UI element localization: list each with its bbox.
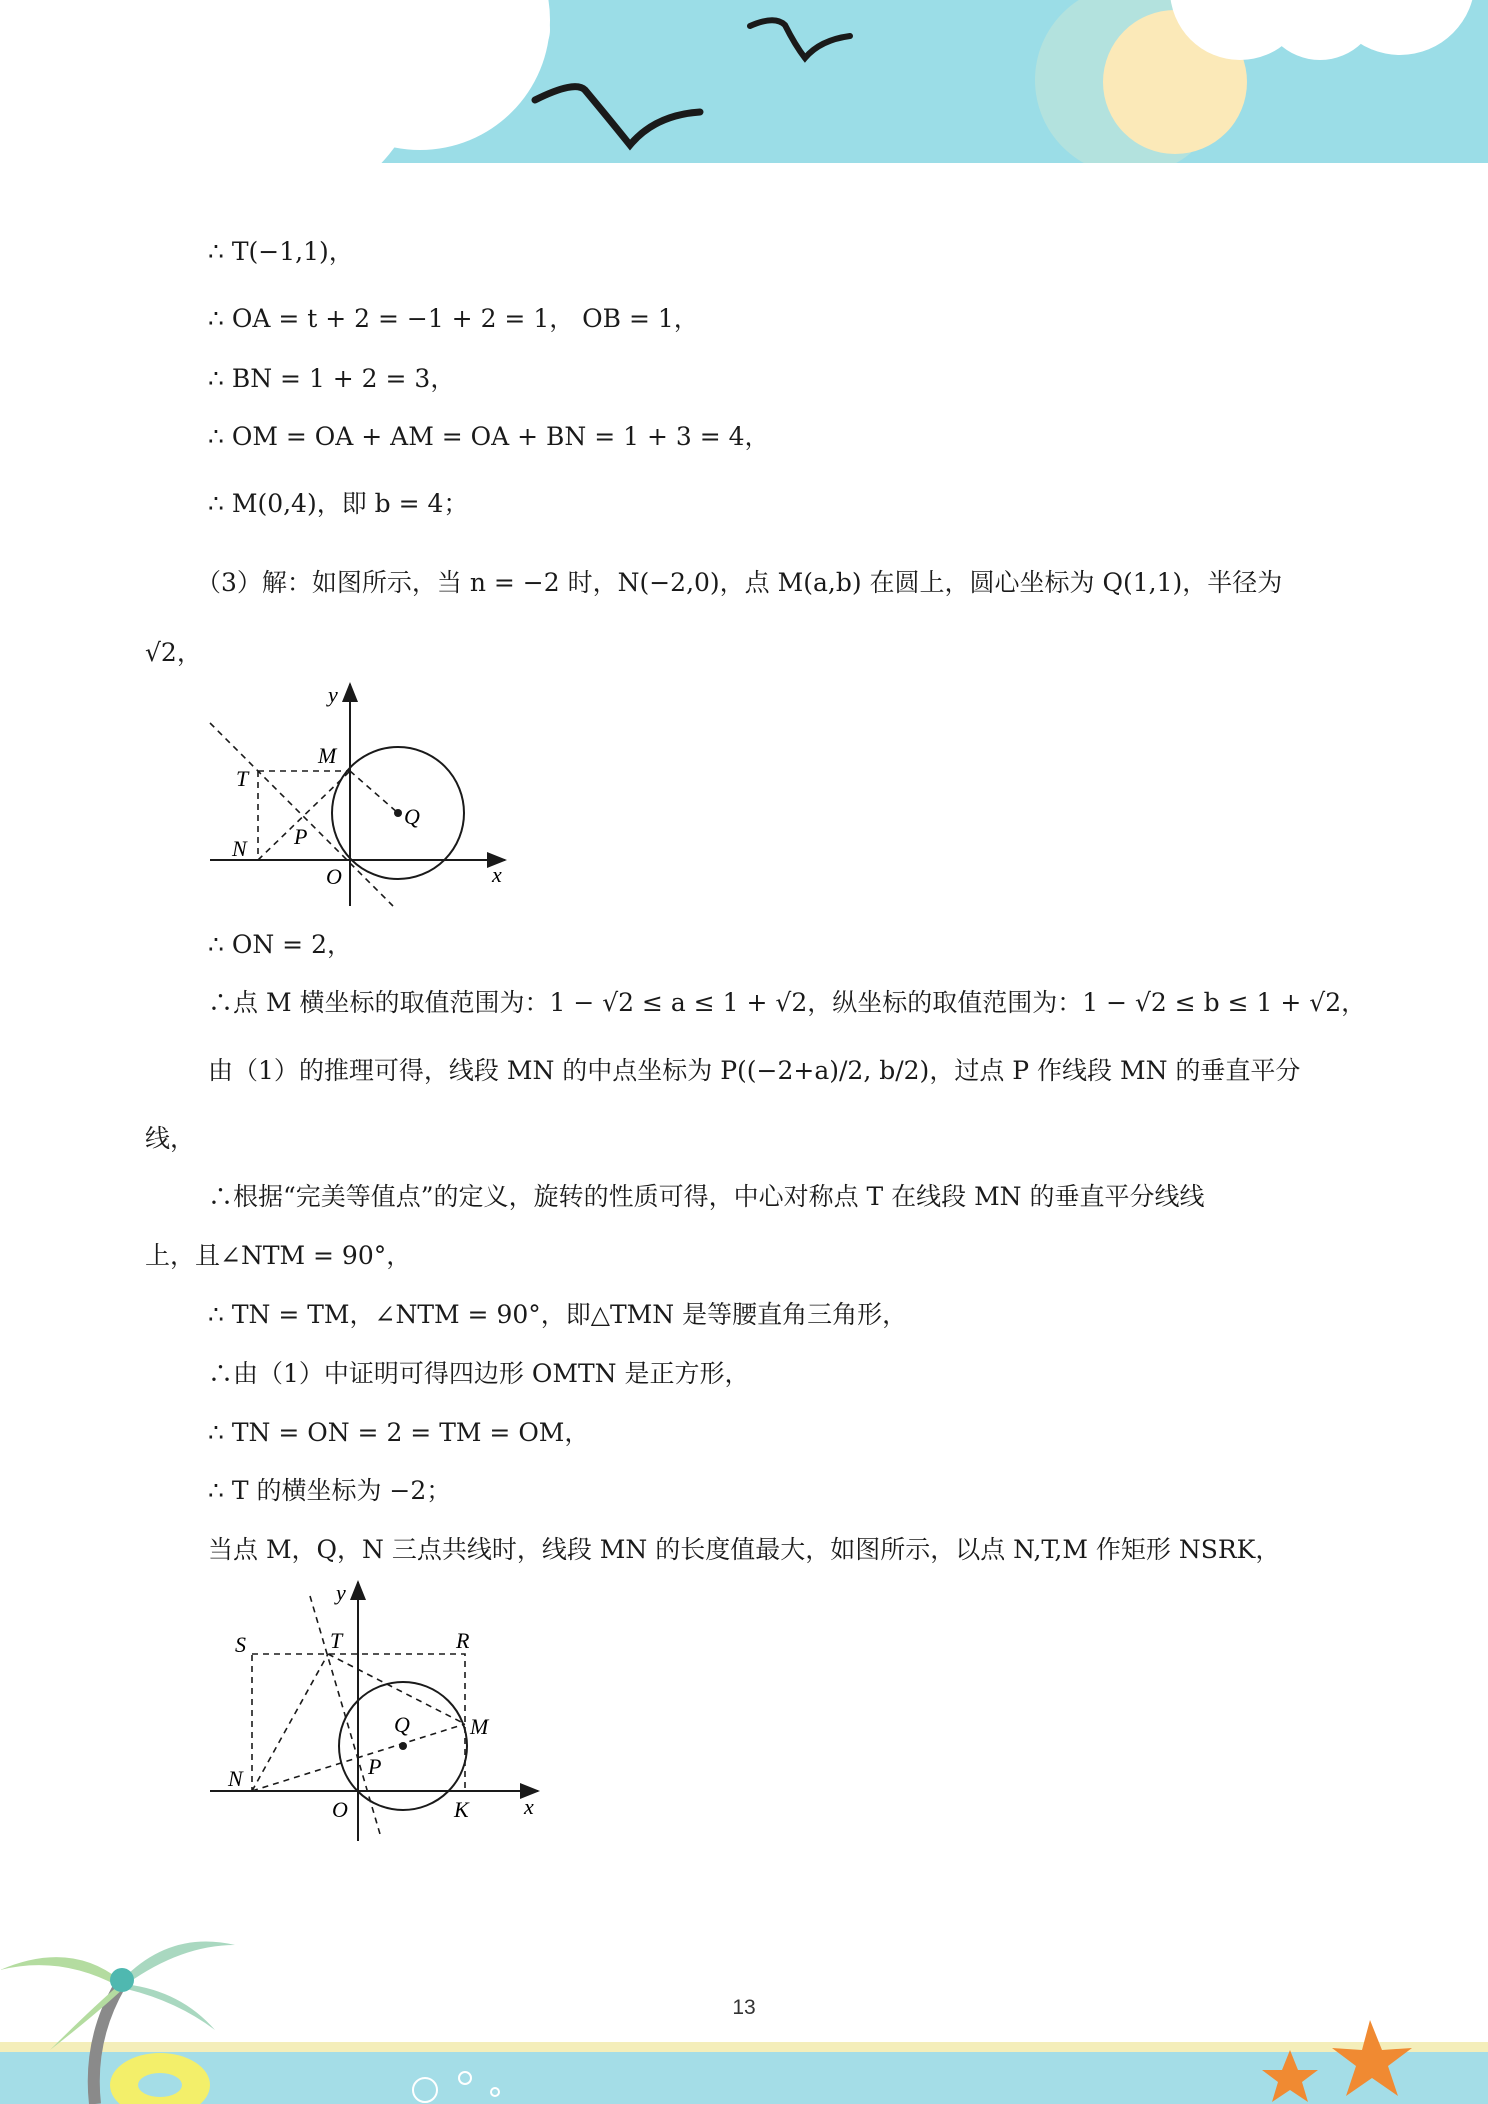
geometry-figure-2 bbox=[200, 1576, 550, 1846]
label-p: P bbox=[294, 824, 308, 849]
text-line: ∴点 M 横坐标的取值范围为：1 − √2 ≤ a ≤ 1 + √2，纵坐标的取值范围为：1 − √2 ≤ b ≤ 1 + √2， bbox=[208, 988, 1367, 1017]
label-x: x bbox=[524, 1794, 534, 1819]
page-number: 13 bbox=[732, 1996, 756, 2019]
label-x: x bbox=[492, 862, 502, 887]
text-line: （3）解：如图所示，当 n = −2 时，N(−2,0)，点 M(a,b) 在圆上，圆心坐标为 Q(1,1)，半径为 bbox=[196, 568, 1283, 597]
text-line: ∴ ON = 2， bbox=[208, 930, 352, 959]
label-n: N bbox=[232, 836, 247, 861]
text-line: ∴ T(−1,1)， bbox=[208, 237, 354, 266]
text-line: 上，且∠NTM = 90°， bbox=[145, 1241, 412, 1270]
text-line: 由（1）的推理可得，线段 MN 的中点坐标为 P((−2+a)/2, b/2)，过点 P 作线段 MN 的垂直平分 bbox=[208, 1056, 1301, 1085]
label-q: Q bbox=[394, 1712, 410, 1737]
label-o: O bbox=[326, 864, 342, 889]
text-line: ∴ T 的横坐标为 −2； bbox=[208, 1476, 452, 1505]
label-o: O bbox=[332, 1797, 348, 1822]
text-line: ∴ OM = OA + AM = OA + BN = 1 + 3 = 4， bbox=[208, 422, 770, 451]
text-line: √2， bbox=[145, 638, 202, 667]
text-line: ∴ OA = t + 2 = −1 + 2 = 1， OB = 1， bbox=[208, 304, 699, 333]
text-line: 线， bbox=[145, 1124, 196, 1153]
text-line: ∴ TN = TM，∠NTM = 90°，即△TMN 是等腰直角三角形， bbox=[208, 1300, 908, 1329]
label-q: Q bbox=[404, 804, 420, 829]
text-line: 当点 M，Q，N 三点共线时，线段 MN 的长度值最大，如图所示，以点 N,T,M 作矩形 NSRK， bbox=[208, 1535, 1281, 1564]
label-t: T bbox=[330, 1628, 343, 1653]
label-m: M bbox=[318, 743, 337, 768]
label-n: N bbox=[228, 1766, 243, 1791]
text-line: ∴ BN = 1 + 2 = 3， bbox=[208, 364, 456, 393]
label-t: T bbox=[236, 766, 249, 791]
label-k: K bbox=[454, 1797, 469, 1822]
header-decoration bbox=[0, 0, 1488, 170]
text-line: ∴ TN = ON = 2 = TM = OM， bbox=[208, 1418, 590, 1447]
text-line: ∴根据“完美等值点”的定义，旋转的性质可得，中心对称点 T 在线段 MN 的垂直平分线线 bbox=[208, 1182, 1205, 1211]
label-s: S bbox=[235, 1632, 246, 1657]
label-r: R bbox=[456, 1628, 470, 1653]
label-m: M bbox=[470, 1714, 489, 1739]
label-y: y bbox=[328, 682, 338, 707]
text-line: ∴ M(0,4)，即 b = 4； bbox=[208, 489, 469, 518]
geometry-figure-1 bbox=[200, 678, 520, 918]
text-line: ∴由（1）中证明可得四边形 OMTN 是正方形， bbox=[208, 1359, 750, 1388]
label-y: y bbox=[336, 1580, 346, 1605]
label-p: P bbox=[368, 1754, 382, 1779]
